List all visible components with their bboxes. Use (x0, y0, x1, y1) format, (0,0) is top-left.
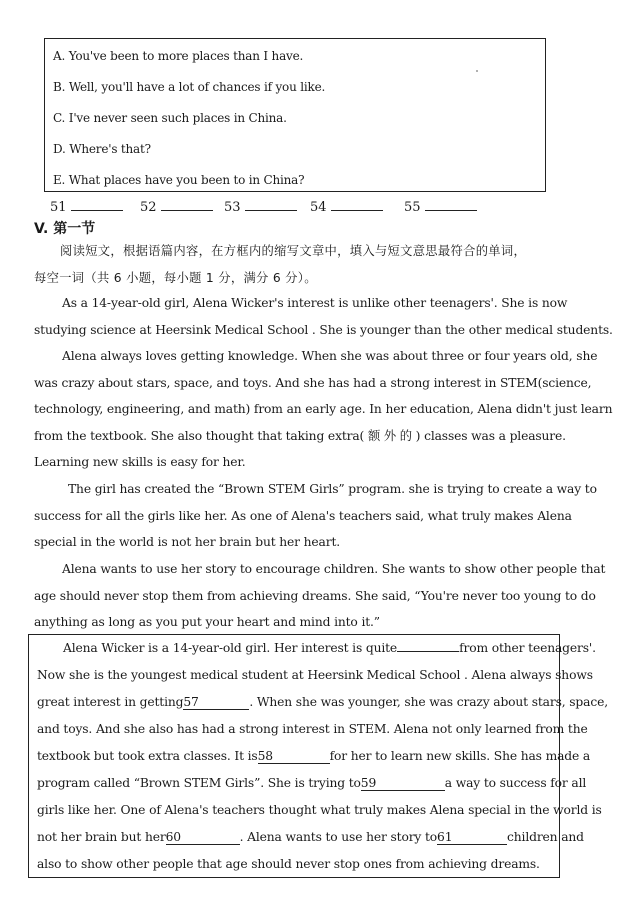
passage-paragraph-3 (34, 476, 597, 556)
passage-line: from the textbook. She also thought that taking extra( 额 外 的 ) classes was a pleasure. (34, 428, 566, 443)
option-c: C. I've never seen such places in China. (53, 111, 287, 125)
option-e: E. What places have you been to in China? (53, 173, 305, 187)
passage-line: Learning new skills is easy for her. (34, 455, 246, 469)
summary-line-4: and toys. And she also has had a strong interest in STEM. Alena not only learned from the (37, 722, 588, 736)
scan-speck (476, 70, 478, 72)
instruction-line-2: 每空一词（共 6 小题，每小题 1 分，满分 6 分）。 (34, 270, 317, 285)
section-instructions (34, 238, 554, 291)
passage-line: anything as long as you put your heart and mind into it.” (34, 615, 380, 629)
passage-line: studying science at Heersink Medical School . She is younger than the other medical students. (34, 322, 613, 337)
summary-line-2: Now she is the youngest medical student at Heersink Medical School . Alena always shows (37, 668, 593, 682)
summary-blank-56[interactable] (397, 651, 459, 652)
instruction-line-1: 阅读短文，根据语篇内容，在方框内的缩写文章中，填入与短文意思最符合的单词， (60, 244, 527, 258)
summary-line-3: great interest in getting57 . When she was younger, she was crazy about stars, space, (37, 695, 608, 709)
passage-line: age should never stop them from achieving dreams. She said, “You're never too young to do (34, 588, 596, 603)
dialogue-options-box (44, 38, 546, 192)
section-title: V. 第一节 (34, 221, 96, 237)
answer-blanks-row (44, 198, 484, 216)
summary-line-1: Alena Wicker is a 14-year-old girl. Her interest is quite from other teenagers'. (63, 641, 596, 655)
option-d: D. Where's that? (53, 142, 151, 156)
summary-blank-57[interactable]: 57 (183, 695, 249, 710)
summary-box (28, 634, 608, 878)
answer-blank-55[interactable]: 55 (404, 198, 477, 215)
passage-paragraph-4 (34, 556, 606, 636)
passage-paragraph-1 (34, 290, 613, 343)
passage-paragraph-2 (34, 343, 613, 476)
summary-blank-60[interactable]: 60 (166, 830, 240, 845)
option-a: A. You've been to more places than I have. (53, 49, 304, 63)
passage-line: success for all the girls like her. As one of Alena's teachers said, what truly makes Alena (34, 508, 572, 523)
summary-line-5: textbook but took extra classes. It is58 for her to learn new skills. She has made a (37, 749, 591, 763)
summary-line-9: also to show other people that age should never stop ones from achieving dreams. (37, 857, 540, 871)
answer-blank-51[interactable]: 51 (50, 198, 123, 215)
summary-blank-59[interactable]: 59 (361, 776, 445, 791)
passage-line: Alena always loves getting knowledge. When she was about three or four years old, she (62, 349, 598, 363)
passage-line: was crazy about stars, space, and toys. And she has had a strong interest in STEM(science, (34, 375, 592, 390)
summary-line-6: program called “Brown STEM Girls”. She is trying to59 a way to success for all (37, 776, 587, 790)
answer-blank-54[interactable]: 54 (310, 198, 383, 215)
passage-line: special in the world is not her brain but her heart. (34, 535, 341, 549)
passage-line: technology, engineering, and math) from an early age. In her education, Alena didn't just learn (34, 402, 613, 416)
summary-blank-58[interactable]: 58 (258, 749, 330, 764)
passage-line: Alena wants to use her story to encourage children. She wants to show other people that (62, 562, 606, 576)
summary-blank-61[interactable]: 61 (437, 830, 507, 845)
passage-line: The girl has created the “Brown STEM Girls” program. she is trying to create a way to (68, 482, 597, 496)
answer-blank-53[interactable]: 53 (224, 198, 297, 215)
option-b: B. Well, you'll have a lot of chances if you like. (53, 80, 326, 94)
summary-line-7: girls like her. One of Alena's teachers thought what truly makes Alena special in the world is (37, 803, 602, 817)
answer-blank-52[interactable]: 52 (140, 198, 213, 215)
passage-line: As a 14-year-old girl, Alena Wicker's interest is unlike other teenagers'. She is now (62, 296, 568, 310)
summary-line-8: not her brain but her60 . Alena wants to use her story to61 children and (37, 830, 584, 844)
